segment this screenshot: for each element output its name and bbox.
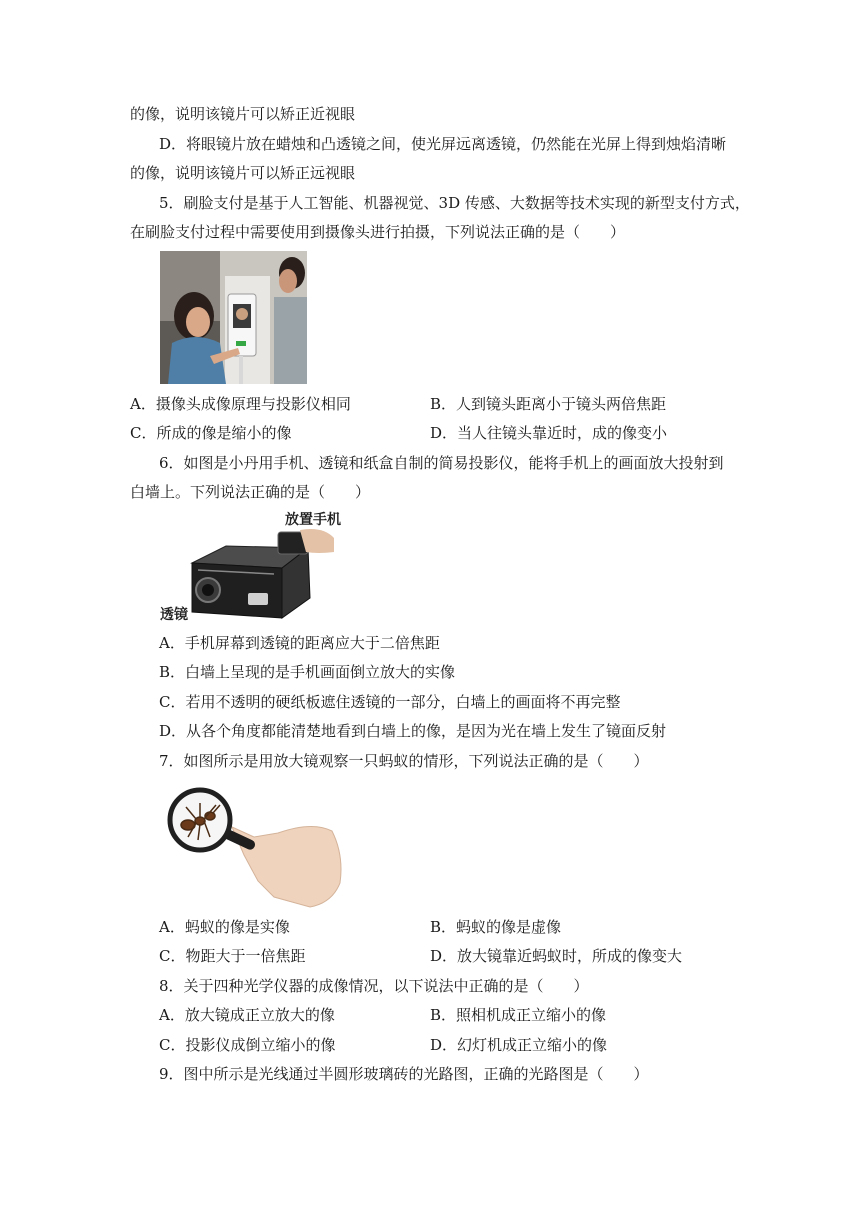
q5-option-b: B．人到镜头距离小于镜头两倍焦距 xyxy=(430,395,667,413)
q8-option-b: B．照相机成正立缩小的像 xyxy=(430,1006,607,1024)
caption-lens: 透镜 xyxy=(160,607,188,623)
q8-option-d: D．幻灯机成正立缩小的像 xyxy=(430,1036,608,1054)
q6-stem: 6．如图是小丹用手机、透镜和纸盒自制的简易投影仪，能将手机上的画面放大投射到 xyxy=(159,454,724,472)
q7-stem: 7．如图所示是用放大镜观察一只蚂蚁的情形，下列说法正确的是（ ） xyxy=(159,752,649,770)
projector-photo xyxy=(178,528,338,620)
q5-option-c: C．所成的像是缩小的像 xyxy=(130,424,292,442)
q5-stem-cont: 在刷脸支付过程中需要使用到摄像头进行拍摄，下列说法正确的是（ ） xyxy=(130,223,626,241)
q5-stem: 5．刷脸支付是基于人工智能、机器视觉、3D 传感、大数据等技术实现的新型支付方式， xyxy=(159,194,750,212)
q8-option-c: C．投影仪成倒立缩小的像 xyxy=(159,1036,336,1054)
text-line: 的像，说明该镜片可以矫正远视眼 xyxy=(130,164,356,182)
text-line: 的像，说明该镜片可以矫正近视眼 xyxy=(130,105,356,123)
magnifier-ant-photo xyxy=(162,785,344,909)
q6-option-c: C．若用不透明的硬纸板遮住透镜的一部分，白墙上的画面将不再完整 xyxy=(159,693,621,711)
q8-option-a: A．放大镜成正立放大的像 xyxy=(159,1006,335,1024)
q7-option-a: A．蚂蚁的像是实像 xyxy=(159,918,290,936)
q6-option-b: B．白墙上呈现的是手机画面倒立放大的实像 xyxy=(159,663,456,681)
q7-option-d: D．放大镜靠近蚂蚁时，所成的像变大 xyxy=(430,947,683,965)
q7-option-b: B．蚂蚁的像是虚像 xyxy=(430,918,562,936)
q6-stem-cont: 白墙上。下列说法正确的是（ ） xyxy=(130,483,371,501)
q6-option-a: A．手机屏幕到透镜的距离应大于二倍焦距 xyxy=(159,634,440,652)
q7-option-c: C．物距大于一倍焦距 xyxy=(159,947,306,965)
q8-stem: 8．关于四种光学仪器的成像情况，以下说法中正确的是（ ） xyxy=(159,977,589,995)
face-payment-photo xyxy=(160,251,307,384)
caption-phone: 放置手机 xyxy=(285,512,341,528)
option-d-prev: D．将眼镜片放在蜡烛和凸透镜之间，使光屏远离透镜，仍然能在光屏上得到烛焰清晰 xyxy=(159,135,727,153)
q5-option-a: A．摄像头成像原理与投影仪相同 xyxy=(130,395,351,413)
q6-option-d: D．从各个角度都能清楚地看到白墙上的像，是因为光在墙上发生了镜面反射 xyxy=(159,722,667,740)
q9-stem: 9．图中所示是光线通过半圆形玻璃砖的光路图，正确的光路图是（ ） xyxy=(159,1065,649,1083)
q5-option-d: D．当人往镜头靠近时，成的像变小 xyxy=(430,424,668,442)
